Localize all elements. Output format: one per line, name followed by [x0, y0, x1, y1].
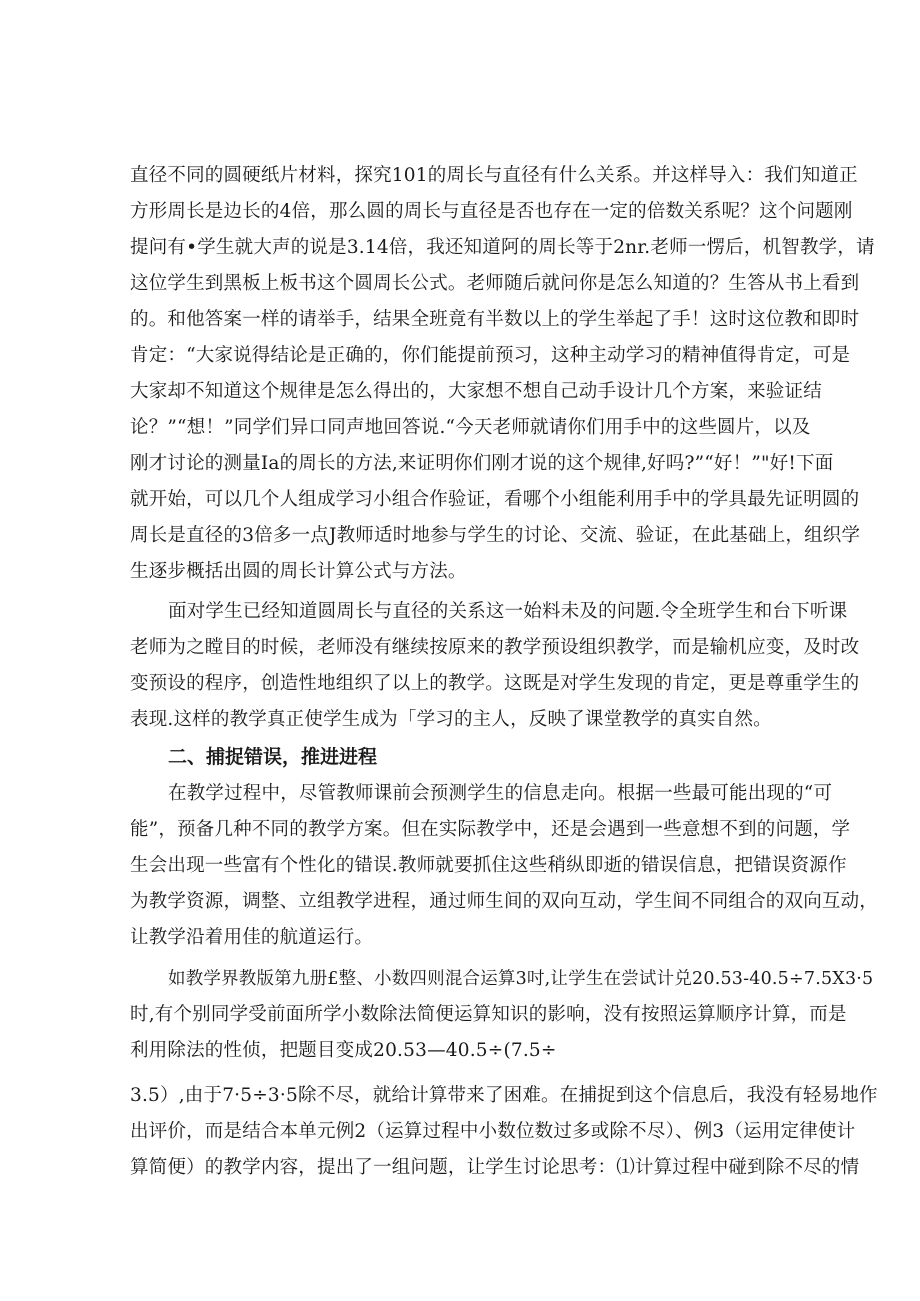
paragraph-4-line-6-wrapper [130, 1156, 859, 1180]
paragraph-3-line-2: 能”，预备几种不同的教学方案。但在实际教学中，还是会遇到一些意想不到的问题，学 [130, 819, 851, 840]
paragraph-4-line-5: 出评价，而是结合本单元例2（运算过程中小数位数过多或除不尽）、例3（运用定律使计 [130, 1121, 856, 1142]
paragraph-1-line-4: 这位学生到黑板上板书这个圆周长公式。老师随后就问你是怎么知道的？生答从书上看到 [130, 273, 860, 294]
paragraph-1-line-8: 论？”“想！”同学们异口同声地回答说.“今天老师就请你们用手中的这些圆片，以及 [130, 417, 811, 438]
paragraph-3-line-4: 为教学资源，调整、立组教学进程，通过师生间的双向互动，学生间不同组合的双向互动， [130, 891, 879, 912]
paragraph-2-line-1: 面对学生已经知道圆周长与直径的关系这一始料未及的问题.令全班学生和台下听课 [168, 601, 848, 622]
paragraph-4-line-3: 利用除法的性侦，把题目变成20.53—40.5÷(7.5÷ [130, 1040, 557, 1061]
paragraph-3-line-1: 在教学过程中，尽管教师课前会预测学生的信息走向。根据一些最可能出现的“可 [168, 783, 833, 804]
paragraph-1-line-5: 的。和他答案一样的请举手，结果全班竟有半数以上的学生举起了手！这时这位教和即时 [130, 309, 860, 330]
paragraph-1-line-11: 周长是直径的3倍多一点J教师适时地参与学生的讨论、交流、验证，在此基础上，组织学 [130, 525, 861, 546]
paragraph-1-line-9: 刚才讨论的测量Ia的周长的方法,来证明你们刚才说的这个规律,好吗?”“好！”"好!下面 [130, 453, 834, 474]
paragraph-4-line-1: 如教学界教版第九册£整、小数四则混合运算3吋,让学生在尝试计兑20.53-40.5÷7.5X3·5 [168, 969, 874, 989]
paragraph-1-line-7: 大家却不知道这个规律是怎么得出的，大家想不想自己动手设计几个方案，来验证结 [130, 381, 822, 402]
paragraph-3-line-3: 生会出现一些富有个性化的错误.教师就要抓住这些稍纵即逝的错误信息，把错误资源作 [130, 855, 847, 876]
paragraph-1-line-2: 方形周长是边长的4倍，那么圆的周长与直径是否也存在一定的倍数关系呢？这个问题刚 [130, 201, 853, 222]
paragraph-4-line-6: 算简便）的教学内容，提出了一组问题，让学生讨论思考：⑴计算过程中碰到除不尽的情 [130, 1157, 860, 1178]
paragraph-3-line-5: 让教学沿着用佳的航道运行。 [130, 927, 374, 948]
paragraph-4-line-2: 时,有个别同学受前面所学小数除法简便运算知识的影响，没有按照运算顺序计算，而是 [130, 1004, 847, 1025]
paragraph-1-line-10: 就开始，可以几个人组成学习小组合作验证，看哪个小组能利用手中的学具最先证明圆的 [130, 489, 860, 510]
paragraph-2-line-4: 表现.这样的教学真正使学生成为「学习的主人，反映了课堂教学的真实自然。 [130, 709, 772, 730]
paragraph-1-line-1: 直径不同的圆硬纸片材料，探究101的周长与直径有什么关系。并这样导入：我们知道正 [130, 165, 858, 186]
paragraph-4-line-4: 3.5）,由于7·5÷3·5除不尽，就给计算带来了困难。在捕捉到这个信息后，我没有轻易地作 [130, 1085, 878, 1106]
paragraph-1-line-3: 提问有•学生就大声的说是3.14倍，我还知道阿的周长等于2nr.老师一愣后，机智教学，请 [130, 237, 875, 258]
section-heading: 二、捕捉错误，推进进程 [168, 746, 378, 768]
paragraph-1-line-12: 生逐步概括出圆的周长计算公式与方法。 [130, 561, 467, 582]
paragraph-1-line-6: 肯定：“大家说得结论是正确的，你们能提前预习，这种主动学习的精神值得肯定，可是 [130, 345, 851, 366]
paragraph-2-line-3: 变预设的程序，创造性地组织了以上的教学。这既是对学生发现的肯定，更是尊重学生的 [130, 673, 860, 694]
paragraph-2-line-2: 老师为之瞠目的时候，老师没有继续按原来的教学预设组织教学，而是输机应变，及时改 [130, 637, 860, 658]
